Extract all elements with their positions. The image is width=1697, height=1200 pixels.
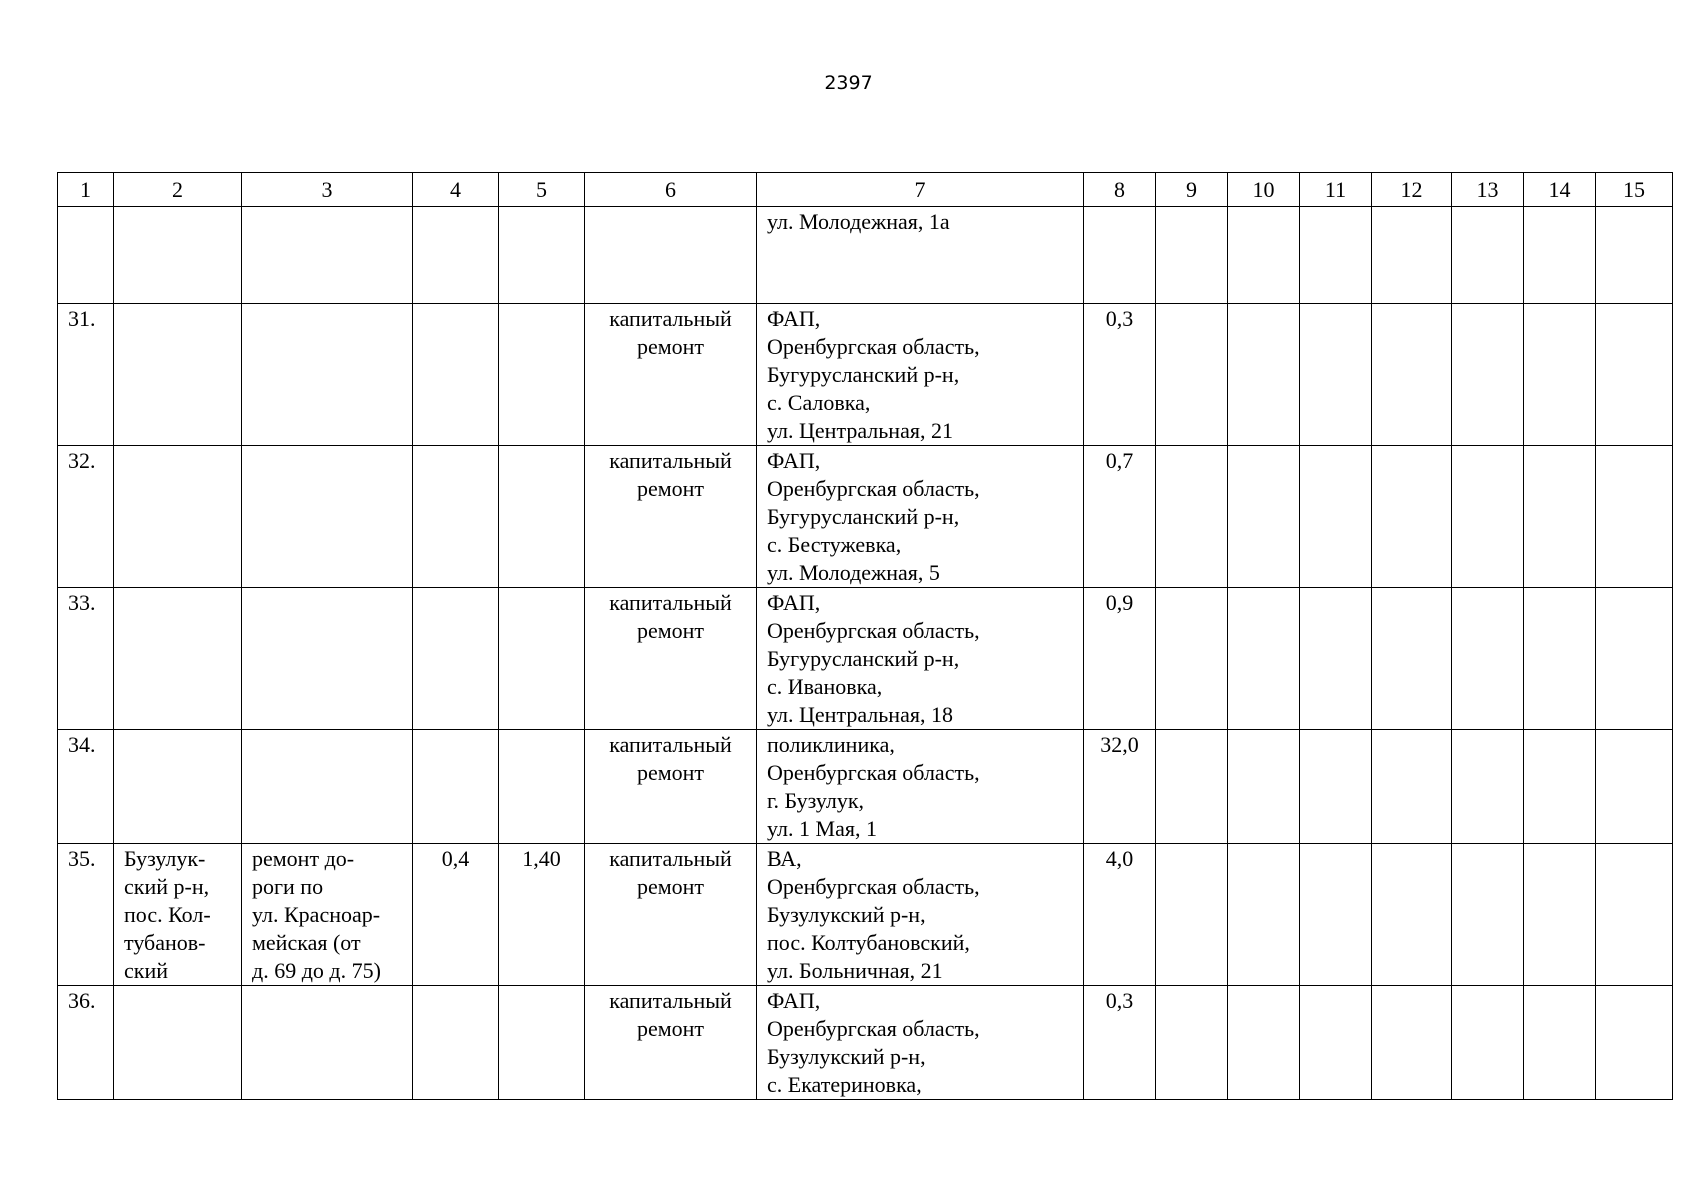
- column-number: 11: [1300, 173, 1372, 207]
- cell-line: ул. Молодежная, 1а: [767, 209, 950, 234]
- cell-line: ФАП,: [767, 448, 821, 473]
- value-col5-cell: [499, 446, 585, 588]
- value-col8-cell: 4,0: [1084, 844, 1156, 986]
- value-col5-cell: [499, 588, 585, 730]
- empty-col14-cell: [1524, 588, 1596, 730]
- cell-line: г. Бузулук,: [767, 788, 865, 813]
- cell-line: ремонт: [636, 760, 705, 785]
- cell-line: тубанов-: [124, 930, 206, 955]
- column-number: 12: [1372, 173, 1452, 207]
- row-number-cell: 31.: [58, 304, 114, 446]
- district-cell: [114, 730, 242, 844]
- empty-col10-cell: [1228, 986, 1300, 1100]
- object-address-cell: [757, 844, 1084, 986]
- empty-col11-cell: [1300, 844, 1372, 986]
- cell-line: ФАП,: [767, 988, 821, 1013]
- table-row: [58, 730, 1673, 844]
- work-type-cell: [585, 844, 757, 986]
- object-address-cell: [757, 986, 1084, 1100]
- work-cell: [242, 730, 413, 844]
- cell-line: ул. Больничная, 21: [767, 958, 943, 983]
- empty-col15-cell: [1596, 844, 1673, 986]
- data-table: [57, 172, 1673, 1100]
- empty-col13-cell: [1452, 844, 1524, 986]
- work-cell: [242, 588, 413, 730]
- cell-line: Бугурусланский р-н,: [767, 646, 960, 671]
- value-col8-cell: 0,7: [1084, 446, 1156, 588]
- cell-line: Бузулукский р-н,: [767, 902, 926, 927]
- column-number: 2: [114, 173, 242, 207]
- cell-line: капитальный: [609, 448, 732, 473]
- value-col4-cell: [413, 986, 499, 1100]
- page-number: 2397: [824, 72, 873, 94]
- table-body: [58, 173, 1673, 1100]
- empty-col9-cell: [1156, 588, 1228, 730]
- empty-col14-cell: [1524, 844, 1596, 986]
- empty-col13-cell: [1452, 207, 1524, 304]
- cell-line: ремонт: [636, 476, 705, 501]
- value-col4-cell: [413, 588, 499, 730]
- table-row: [58, 986, 1673, 1100]
- district-cell: [114, 986, 242, 1100]
- column-number: 8: [1084, 173, 1156, 207]
- table-row: [58, 304, 1673, 446]
- row-number-cell: 35.: [58, 844, 114, 986]
- column-number: 15: [1596, 173, 1673, 207]
- cell-line: ский р-н,: [124, 874, 210, 899]
- empty-col12-cell: [1372, 986, 1452, 1100]
- column-number: 1: [58, 173, 114, 207]
- empty-col14-cell: [1524, 207, 1596, 304]
- row-number-cell: 34.: [58, 730, 114, 844]
- table-row: [58, 446, 1673, 588]
- column-number: 6: [585, 173, 757, 207]
- cell-line: Бугурусланский р-н,: [767, 504, 960, 529]
- work-cell: [242, 844, 413, 986]
- empty-col9-cell: [1156, 986, 1228, 1100]
- table-row: [58, 207, 1673, 304]
- value-col4-cell: [413, 730, 499, 844]
- empty-col11-cell: [1300, 446, 1372, 588]
- empty-col12-cell: [1372, 446, 1452, 588]
- value-col8-cell: 0,3: [1084, 986, 1156, 1100]
- cell-line: с. Ивановка,: [767, 674, 883, 699]
- empty-col11-cell: [1300, 986, 1372, 1100]
- cell-line: капитальный: [609, 590, 732, 615]
- work-type-cell: [585, 446, 757, 588]
- cell-line: ул. Красноар-: [252, 902, 381, 927]
- cell-line: поликлиника,: [767, 732, 895, 757]
- cell-line: Оренбургская область,: [767, 1016, 980, 1041]
- empty-col11-cell: [1300, 207, 1372, 304]
- row-number-cell: 32.: [58, 446, 114, 588]
- empty-col13-cell: [1452, 588, 1524, 730]
- empty-col10-cell: [1228, 446, 1300, 588]
- work-type-cell: [585, 588, 757, 730]
- cell-line: ВА,: [767, 846, 802, 871]
- cell-line: пос. Колтубановский,: [767, 930, 970, 955]
- empty-col14-cell: [1524, 446, 1596, 588]
- cell-line: Оренбургская область,: [767, 874, 980, 899]
- table-row: [58, 588, 1673, 730]
- empty-col15-cell: [1596, 730, 1673, 844]
- value-col5-cell: [499, 986, 585, 1100]
- empty-col13-cell: [1452, 304, 1524, 446]
- work-type-cell: [585, 730, 757, 844]
- value-col4-cell: [413, 207, 499, 304]
- row-number-cell: [58, 207, 114, 304]
- district-cell: [114, 446, 242, 588]
- work-cell: [242, 207, 413, 304]
- object-address-cell: [757, 446, 1084, 588]
- work-cell: [242, 986, 413, 1100]
- cell-line: ремонт: [636, 618, 705, 643]
- cell-line: Оренбургская область,: [767, 760, 980, 785]
- district-cell: [114, 207, 242, 304]
- object-address-cell: [757, 588, 1084, 730]
- cell-line: ул. Центральная, 21: [767, 418, 953, 443]
- empty-col11-cell: [1300, 730, 1372, 844]
- column-number: 10: [1228, 173, 1300, 207]
- work-type-cell: [585, 986, 757, 1100]
- cell-line: ский: [124, 958, 168, 983]
- cell-line: Бузулук-: [124, 846, 206, 871]
- cell-line: с. Бестужевка,: [767, 532, 902, 557]
- empty-col15-cell: [1596, 304, 1673, 446]
- cell-line: ремонт: [636, 334, 705, 359]
- value-col8-cell: 0,3: [1084, 304, 1156, 446]
- empty-col12-cell: [1372, 207, 1452, 304]
- work-type-cell: [585, 207, 757, 304]
- object-address-cell: [757, 730, 1084, 844]
- empty-col9-cell: [1156, 446, 1228, 588]
- table-row: [58, 844, 1673, 986]
- empty-col10-cell: [1228, 588, 1300, 730]
- value-col8-cell: 32,0: [1084, 730, 1156, 844]
- column-number-row: [58, 173, 1673, 207]
- cell-line: Бузулукский р-н,: [767, 1044, 926, 1069]
- value-col4-cell: [413, 446, 499, 588]
- district-cell: [114, 304, 242, 446]
- column-number: 7: [757, 173, 1084, 207]
- empty-col12-cell: [1372, 304, 1452, 446]
- column-number: 14: [1524, 173, 1596, 207]
- cell-line: мейская (от: [252, 930, 361, 955]
- value-col5-cell: [499, 730, 585, 844]
- value-col5-cell: 1,40: [499, 844, 585, 986]
- cell-line: ФАП,: [767, 306, 821, 331]
- empty-col9-cell: [1156, 207, 1228, 304]
- cell-line: ФАП,: [767, 590, 821, 615]
- empty-col14-cell: [1524, 986, 1596, 1100]
- column-number: 13: [1452, 173, 1524, 207]
- empty-col11-cell: [1300, 304, 1372, 446]
- cell-line: роги по: [252, 874, 324, 899]
- empty-col15-cell: [1596, 207, 1673, 304]
- empty-col13-cell: [1452, 986, 1524, 1100]
- empty-col9-cell: [1156, 730, 1228, 844]
- cell-line: капитальный: [609, 846, 732, 871]
- empty-col15-cell: [1596, 446, 1673, 588]
- cell-line: пос. Кол-: [124, 902, 211, 927]
- empty-col14-cell: [1524, 730, 1596, 844]
- cell-line: с. Екатериновка,: [767, 1072, 922, 1097]
- empty-col10-cell: [1228, 304, 1300, 446]
- empty-col14-cell: [1524, 304, 1596, 446]
- value-col8-cell: [1084, 207, 1156, 304]
- cell-line: капитальный: [609, 306, 732, 331]
- empty-col9-cell: [1156, 844, 1228, 986]
- value-col8-cell: 0,9: [1084, 588, 1156, 730]
- cell-line: ремонт: [636, 874, 705, 899]
- object-address-cell: [757, 207, 1084, 304]
- district-cell: [114, 844, 242, 986]
- value-col5-cell: [499, 304, 585, 446]
- cell-line: капитальный: [609, 988, 732, 1013]
- empty-col10-cell: [1228, 844, 1300, 986]
- cell-line: Оренбургская область,: [767, 476, 980, 501]
- cell-line: Оренбургская область,: [767, 618, 980, 643]
- empty-col10-cell: [1228, 730, 1300, 844]
- cell-line: ул. Центральная, 18: [767, 702, 953, 727]
- empty-col9-cell: [1156, 304, 1228, 446]
- cell-line: ремонт до-: [252, 846, 355, 871]
- column-number: 9: [1156, 173, 1228, 207]
- column-number: 4: [413, 173, 499, 207]
- cell-line: ул. 1 Мая, 1: [767, 816, 877, 841]
- work-cell: [242, 446, 413, 588]
- cell-line: ул. Молодежная, 5: [767, 560, 940, 585]
- cell-line: с. Саловка,: [767, 390, 871, 415]
- value-col4-cell: 0,4: [413, 844, 499, 986]
- cell-line: ремонт: [636, 1016, 705, 1041]
- empty-col15-cell: [1596, 986, 1673, 1100]
- row-number-cell: 33.: [58, 588, 114, 730]
- empty-col12-cell: [1372, 844, 1452, 986]
- empty-col12-cell: [1372, 730, 1452, 844]
- work-cell: [242, 304, 413, 446]
- empty-col10-cell: [1228, 207, 1300, 304]
- value-col4-cell: [413, 304, 499, 446]
- cell-line: д. 69 до д. 75): [252, 958, 381, 983]
- empty-col13-cell: [1452, 446, 1524, 588]
- empty-col11-cell: [1300, 588, 1372, 730]
- column-number: 5: [499, 173, 585, 207]
- empty-col13-cell: [1452, 730, 1524, 844]
- empty-col12-cell: [1372, 588, 1452, 730]
- empty-col15-cell: [1596, 588, 1673, 730]
- district-cell: [114, 588, 242, 730]
- column-number: 3: [242, 173, 413, 207]
- cell-line: Бугурусланский р-н,: [767, 362, 960, 387]
- row-number-cell: 36.: [58, 986, 114, 1100]
- cell-line: капитальный: [609, 732, 732, 757]
- value-col5-cell: [499, 207, 585, 304]
- cell-line: Оренбургская область,: [767, 334, 980, 359]
- object-address-cell: [757, 304, 1084, 446]
- work-type-cell: [585, 304, 757, 446]
